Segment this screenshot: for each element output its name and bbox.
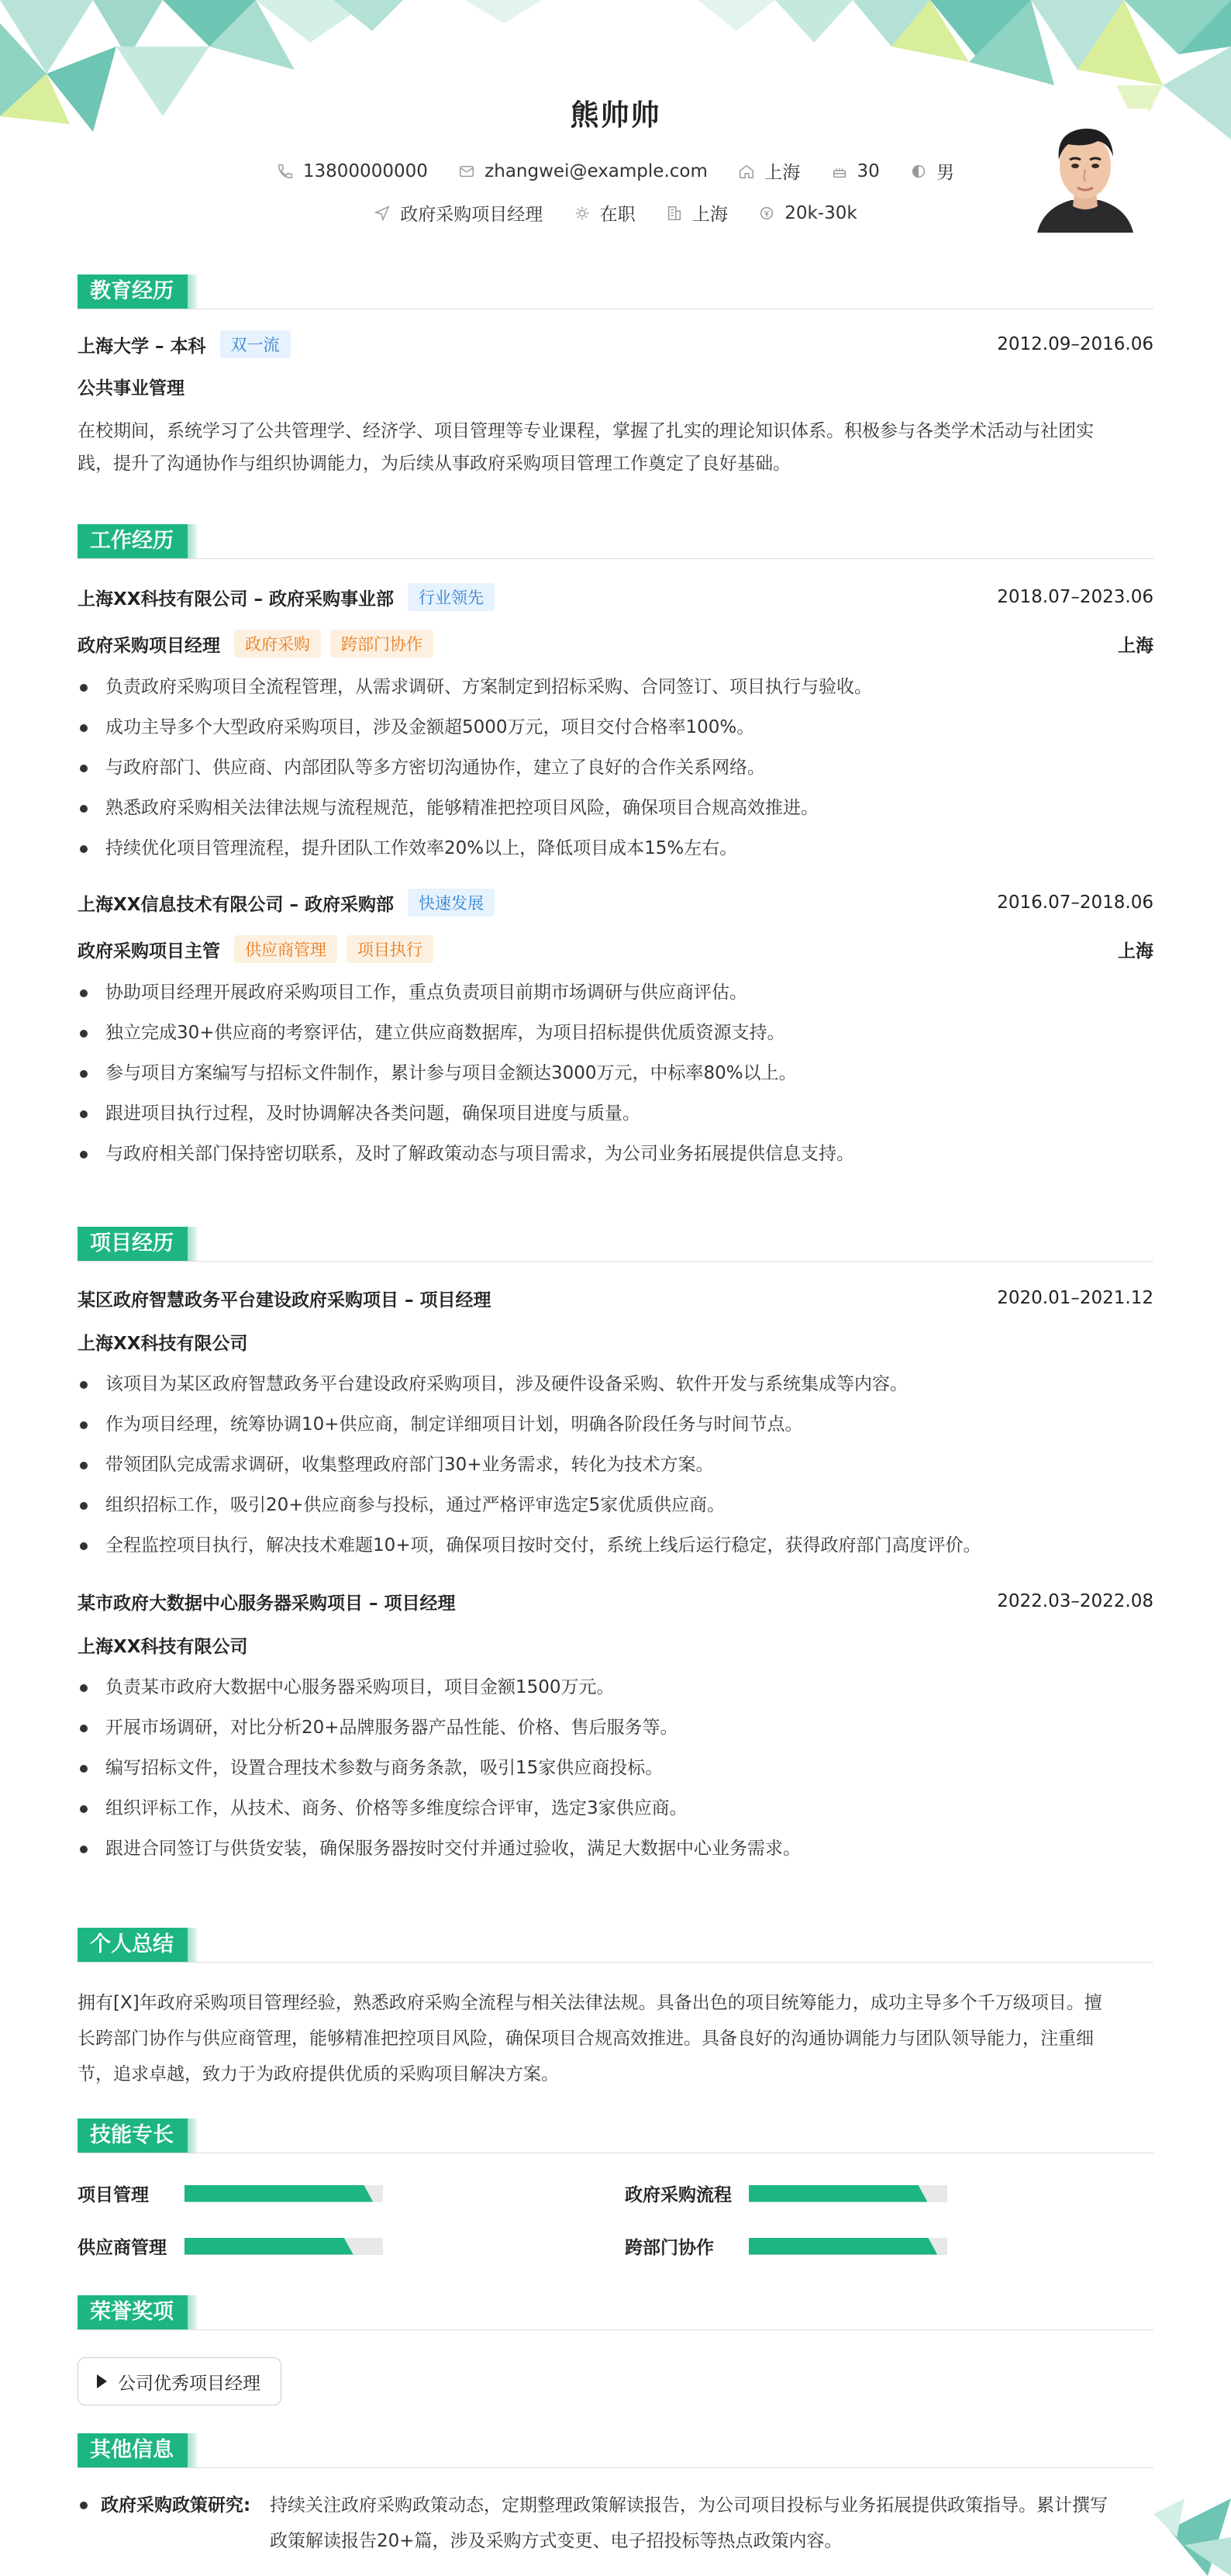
job-location: 上海 — [1118, 941, 1153, 962]
resume-header — [0, 0, 1231, 256]
phone-item — [277, 161, 428, 181]
work-section — [78, 524, 1153, 1174]
list-item: 跟进项目执行过程，及时协调解决各类问题，确保项目进度与质量。 — [78, 1093, 1153, 1134]
skills-grid — [78, 2154, 1153, 2258]
gender-icon — [910, 163, 927, 180]
skill-bar — [184, 2185, 383, 2202]
project-org: 上海XX科技有限公司 — [78, 1334, 248, 1354]
list-item: 跟进合同签订与供货安装，确保服务器按时交付并通过验收，满足大数据中心业务需求。 — [78, 1828, 1153, 1869]
job-bullets — [78, 667, 1153, 868]
skill-name: 供应商管理 — [78, 2238, 167, 2258]
summary-line: 长跨部门协作与供应商管理，能够精准把控项目风险，确保项目合规高效推进。具备良好的沟通协调能力与团队领导能力，注重细 — [78, 2029, 1094, 2049]
target-city-item — [666, 200, 728, 226]
list-item: 负责政府采购项目全流程管理，从需求调研、方案制定到招标采购、合同签订、项目执行与验收。 — [78, 667, 1153, 707]
section-header — [78, 2118, 1153, 2154]
section-header — [78, 2295, 1153, 2331]
email-item — [458, 161, 708, 181]
list-item: 协助项目经理开展政府采购项目工作，重点负责项目前期市场调研与供应商评估。 — [78, 972, 1153, 1013]
job-role: 政府采购项目主管 — [78, 941, 220, 962]
send-icon — [374, 205, 391, 222]
section-header — [78, 524, 1153, 560]
job-location: 上海 — [1118, 635, 1153, 656]
summary-line: 节，追求卓越，致力于为政府提供优质的采购项目解决方案。 — [78, 2064, 559, 2084]
school-tag: 双一流 — [220, 330, 291, 358]
education-section — [78, 275, 1153, 480]
age-text: 30 — [857, 161, 880, 181]
job-entry — [78, 887, 1153, 1174]
section-divider — [78, 1261, 1153, 1262]
skill-bar-fill — [184, 2238, 353, 2255]
list-item: 组织评标工作，从技术、商务、价格等多维度综合评审，选定3家供应商。 — [78, 1788, 1153, 1828]
avatar — [1020, 109, 1150, 233]
skill-item — [625, 2233, 947, 2259]
other-item — [78, 2488, 1153, 2559]
job-date: 2018.07–2023.06 — [997, 587, 1153, 607]
list-item: 编写招标文件，设置合理技术参数与商务条款，吸引15家供应商投标。 — [78, 1748, 1153, 1788]
education-date: 2012.09–2016.06 — [997, 334, 1153, 354]
project-name: 某市政府大数据中心服务器采购项目 – 项目经理 — [78, 1593, 456, 1614]
status-icon — [574, 205, 591, 222]
skills-section — [78, 2118, 1153, 2258]
skill-item — [625, 2181, 947, 2206]
list-item: 该项目为某区政府智慧政务平台建设政府采购项目，涉及硬件设备采购、软件开发与系统集成等内容。 — [78, 1364, 1153, 1404]
status-item — [574, 200, 636, 226]
role-tag: 项目执行 — [347, 935, 433, 963]
mail-icon — [458, 163, 475, 180]
list-item: 成功主导多个大型政府采购项目，涉及金额超5000万元，项目交付合格率100%。 — [78, 707, 1153, 748]
education-desc-line: 在校期间，系统学习了公共管理学、经济学、项目管理等专业课程，掌握了扎实的理论知识体系。积极参与各类学术活动与社团实 — [78, 421, 1094, 441]
major-name: 公共事业管理 — [78, 378, 184, 399]
skill-bar-fill — [749, 2238, 937, 2255]
project-entry — [78, 1283, 1153, 1566]
cake-icon — [831, 163, 848, 180]
section-title: 个人总结 — [78, 1928, 188, 1962]
portrait-image — [1020, 109, 1150, 233]
other-section — [78, 2433, 1153, 2559]
phone-icon — [277, 163, 294, 180]
role-tag: 供应商管理 — [234, 935, 337, 963]
project-org: 上海XX科技有限公司 — [78, 1637, 248, 1657]
list-item: 负责某市政府大数据中心服务器采购项目，项目金额1500万元。 — [78, 1667, 1153, 1708]
skill-bar — [184, 2238, 383, 2255]
job-header — [78, 887, 1153, 918]
section-divider — [78, 1962, 1153, 1963]
target-city-text: 上海 — [691, 205, 728, 225]
email-text: zhangwei@example.com — [484, 161, 708, 181]
list-item: 开展市场调研，对比分析20+品牌服务器产品性能、价格、售后服务等。 — [78, 1708, 1153, 1748]
summary-section — [78, 1928, 1153, 2092]
caret-right-icon — [97, 2374, 107, 2388]
salary-item — [758, 203, 857, 223]
summary-text — [78, 1985, 1153, 2092]
money-icon — [758, 205, 775, 222]
other-value-line: 持续关注政府采购政策动态，定期整理政策解读报告，为公司项目投标与业务拓展提供政策指导。累计撰写 — [270, 2495, 1108, 2516]
section-title: 教育经历 — [78, 275, 188, 309]
status-text: 在职 — [599, 205, 636, 225]
skill-bar-fill — [749, 2185, 927, 2202]
section-header — [78, 275, 1153, 310]
salary-text: 20k-30k — [784, 202, 857, 223]
education-desc — [78, 415, 1153, 480]
age-item — [831, 161, 880, 181]
project-bullets — [78, 1667, 1153, 1869]
target-job-text: 政府采购项目经理 — [400, 205, 543, 225]
skill-bar — [749, 2185, 947, 2202]
section-title: 项目经历 — [78, 1227, 188, 1261]
company-tag: 快速发展 — [408, 889, 495, 917]
projects-section — [78, 1227, 1153, 1869]
section-header — [78, 2433, 1153, 2469]
list-item: 作为项目经理，统筹协调10+供应商，制定详细项目计划，明确各阶段任务与时间节点。 — [78, 1404, 1153, 1445]
section-divider — [78, 558, 1153, 559]
section-title: 技能专长 — [78, 2118, 188, 2153]
section-title: 工作经历 — [78, 524, 188, 558]
awards-section — [78, 2295, 1153, 2405]
summary-line: 拥有[X]年政府采购项目管理经验，熟悉政府采购全流程与相关法律法规。具备出色的项目统筹能力，成功主导多个千万级项目。擅 — [78, 1993, 1102, 2013]
education-desc-line: 践，提升了沟通协作与组织协调能力，为后续从事政府采购项目管理工作奠定了良好基础。 — [78, 454, 791, 474]
skill-bar-fill — [184, 2185, 373, 2202]
section-title: 荣誉奖项 — [78, 2295, 188, 2329]
other-key: 政府采购政策研究: — [101, 2495, 251, 2516]
school-name: 上海大学 – 本科 — [78, 336, 206, 357]
company-tag: 行业领先 — [408, 583, 495, 611]
project-date: 2020.01–2021.12 — [997, 1288, 1153, 1308]
company-name: 上海XX信息技术有限公司 – 政府采购部 — [78, 894, 394, 915]
job-entry — [78, 582, 1153, 868]
city-text: 上海 — [764, 163, 801, 183]
skill-name: 跨部门协作 — [625, 2238, 714, 2258]
section-header — [78, 1227, 1153, 1262]
city-item — [738, 158, 800, 184]
candidate-name: 熊帅帅 — [570, 98, 661, 132]
role-tag: 政府采购 — [234, 630, 321, 658]
job-header — [78, 582, 1153, 613]
project-date: 2022.03–2022.08 — [997, 1591, 1153, 1611]
list-item: 与政府相关部门保持密切联系，及时了解政策动态与项目需求，为公司业务拓展提供信息支持。 — [78, 1134, 1153, 1174]
target-job-item — [374, 200, 543, 226]
award-item[interactable] — [78, 2357, 281, 2405]
skill-name: 政府采购流程 — [625, 2185, 732, 2205]
list-item: 持续优化项目管理流程，提升团队工作效率20%以上，降低项目成本15%左右。 — [78, 828, 1153, 868]
project-name: 某区政府智慧政务平台建设政府采购项目 – 项目经理 — [78, 1290, 491, 1310]
list-item: 全程监控项目执行，解决技术难题10+项，确保项目按时交付，系统上线后运行稳定，获得政府部门高度评价。 — [78, 1525, 1153, 1566]
building-icon — [666, 205, 683, 222]
list-item: 带领团队完成需求调研，收集整理政府部门30+业务需求，转化为技术方案。 — [78, 1445, 1153, 1485]
other-value-line: 政策解读报告20+篇，涉及采购方式变更、电子招投标等热点政策内容。 — [270, 2531, 843, 2551]
skill-name: 项目管理 — [78, 2185, 149, 2205]
section-divider — [78, 2467, 1153, 2468]
job-bullets — [78, 972, 1153, 1174]
project-entry — [78, 1586, 1153, 1869]
job-role-row — [78, 934, 1153, 965]
home-icon — [738, 163, 755, 180]
job-role: 政府采购项目经理 — [78, 635, 220, 656]
list-item: 独立完成30+供应商的考察评估，建立供应商数据库，为项目招标提供优质资源支持。 — [78, 1013, 1153, 1053]
list-item: 参与项目方案编写与招标文件制作，累计参与项目金额达3000万元，中标率80%以上。 — [78, 1053, 1153, 1093]
section-title: 其他信息 — [78, 2433, 188, 2467]
list-item: 熟悉政府采购相关法律法规与流程规范，能够精准把控项目风险，确保项目合规高效推进。 — [78, 788, 1153, 828]
phone-text: 13800000000 — [302, 161, 428, 181]
company-name: 上海XX科技有限公司 – 政府采购事业部 — [78, 589, 394, 609]
gender-text: 男 — [936, 163, 955, 183]
skill-item — [78, 2181, 383, 2206]
skill-item — [78, 2233, 383, 2259]
project-header — [78, 1586, 1153, 1617]
gender-item — [910, 158, 954, 184]
list-item: 与政府部门、供应商、内部团队等多方密切沟通协作，建立了良好的合作关系网络。 — [78, 748, 1153, 788]
role-tag: 跨部门协作 — [330, 630, 433, 658]
section-header — [78, 1928, 1153, 1963]
project-header — [78, 1283, 1153, 1314]
section-divider — [78, 2329, 1153, 2330]
job-role-row — [78, 628, 1153, 659]
award-label: 公司优秀项目经理 — [118, 2373, 260, 2394]
project-bullets — [78, 1364, 1153, 1566]
list-item: 组织招标工作，吸引20+供应商参与投标，通过严格评审选定5家优质供应商。 — [78, 1485, 1153, 1525]
skill-bar — [749, 2238, 947, 2255]
job-date: 2016.07–2018.06 — [997, 893, 1153, 913]
education-row — [78, 329, 1153, 360]
